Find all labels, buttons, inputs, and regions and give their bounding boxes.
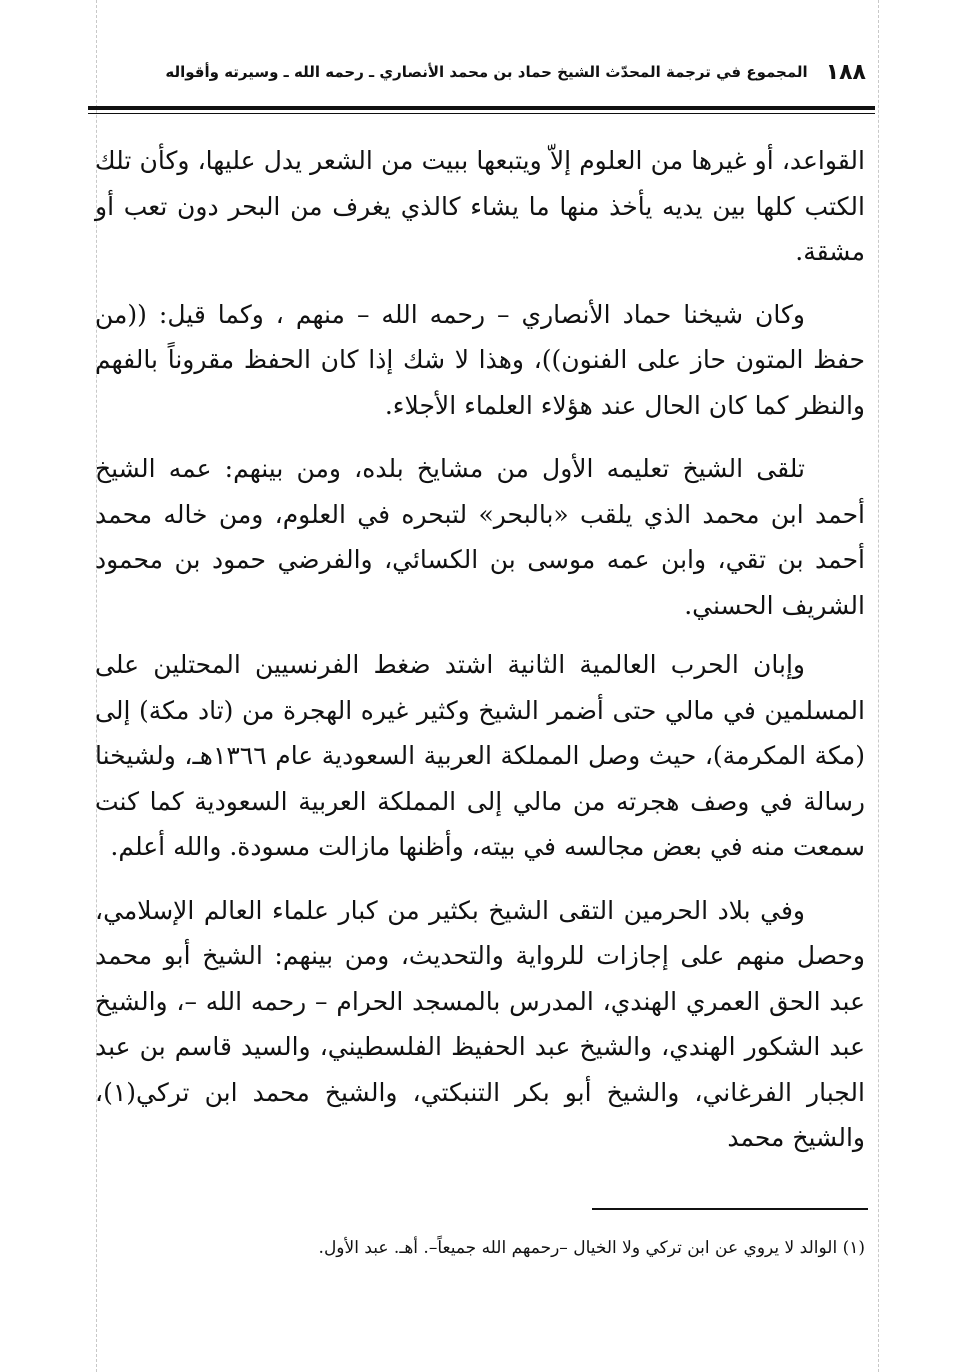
paragraph: وفي بلاد الحرمين التقى الشيخ بكثير من كبار علماء العالم الإسلامي، وحصل منهم على إجازات للرواية والتحديث، ومن بينهم: الشيخ أبو محمد عبد الحق العمري الهندي، المدرس بالمسجد الحرام – رحمه الله –، والشيخ عبد الشكور الهندي، والشيخ عبد الحفيظ الفلسطيني، والسيد قاسم بن عبد الجبار الفرغاني، والشيخ أبو بكر التنبكتي، والشيخ محمد ابن تركي(١)، والشيخ محمد bbox=[95, 895, 865, 1152]
body-text bbox=[95, 138, 865, 1161]
paragraph: وكان شيخنا حماد الأنصاري – رحمه الله – منهم ، وكما قيل: ((من حفظ المتون حاز على الفنون))، وهذا لا شك إذا كان الحفظ مقروناً بالفهم والنظر كما كان الحال عند هؤلاء العلماء الأجلاء. bbox=[95, 299, 865, 420]
paragraph: تلقى الشيخ تعليمه الأول من مشايخ بلده، ومن بينهم: عمه الشيخ أحمد ابن محمد الذي يلقب «بالبحر» لتبحره في العلوم، ومن خاله محمد أحمد بن تقي، وابن عمه موسى بن الكسائي، والفرضي حمود بن محمود الشريف الحسني. bbox=[95, 454, 865, 620]
running-header-title: المجموع في ترجمة المحدّث الشيخ حماد بن محمد الأنصاري ـ رحمه الله ـ وسيرته وأقواله bbox=[165, 63, 808, 81]
footnote-rule bbox=[592, 1208, 868, 1210]
header-rule bbox=[88, 106, 875, 110]
running-header bbox=[165, 55, 866, 89]
paragraph: وإبان الحرب العالمية الثانية اشتد ضغط الفرنسيين المحتلين على المسلمين في مالي حتى أضمر الشيخ وكثير غيره الهجرة من (تاد مكة) إلى (مكة المكرمة)، حيث وصل المملكة العربية السعودية عام ١٣٦٦هـ، ولشيخنا رسالة في وصف هجرته من مالي إلى المملكة العربية السعودية كما كنت سمعت منه في بعض مجالسه في بيته، وأظنها مازالت مسودة. والله أعلم. bbox=[95, 650, 865, 861]
paragraph: القواعد، أو غيرها من العلوم إلاّ ويتبعها ببيت من الشعر يدل عليها، وكأن تلك الكتب كلها بين يديه يأخذ منها ما يشاء كالذي يغرف من البحر دون تعب أو مشقة. bbox=[95, 146, 865, 266]
scan-fold-line bbox=[878, 0, 879, 1372]
footnote: (١) الوالد لا يروي عن ابن تركي ولا الخيال –رحمهم الله جميعاً–. أهـ. عبد الأول. bbox=[318, 1238, 865, 1258]
page-number: ١٨٨ bbox=[825, 59, 866, 85]
header-rule-thin bbox=[88, 113, 875, 114]
